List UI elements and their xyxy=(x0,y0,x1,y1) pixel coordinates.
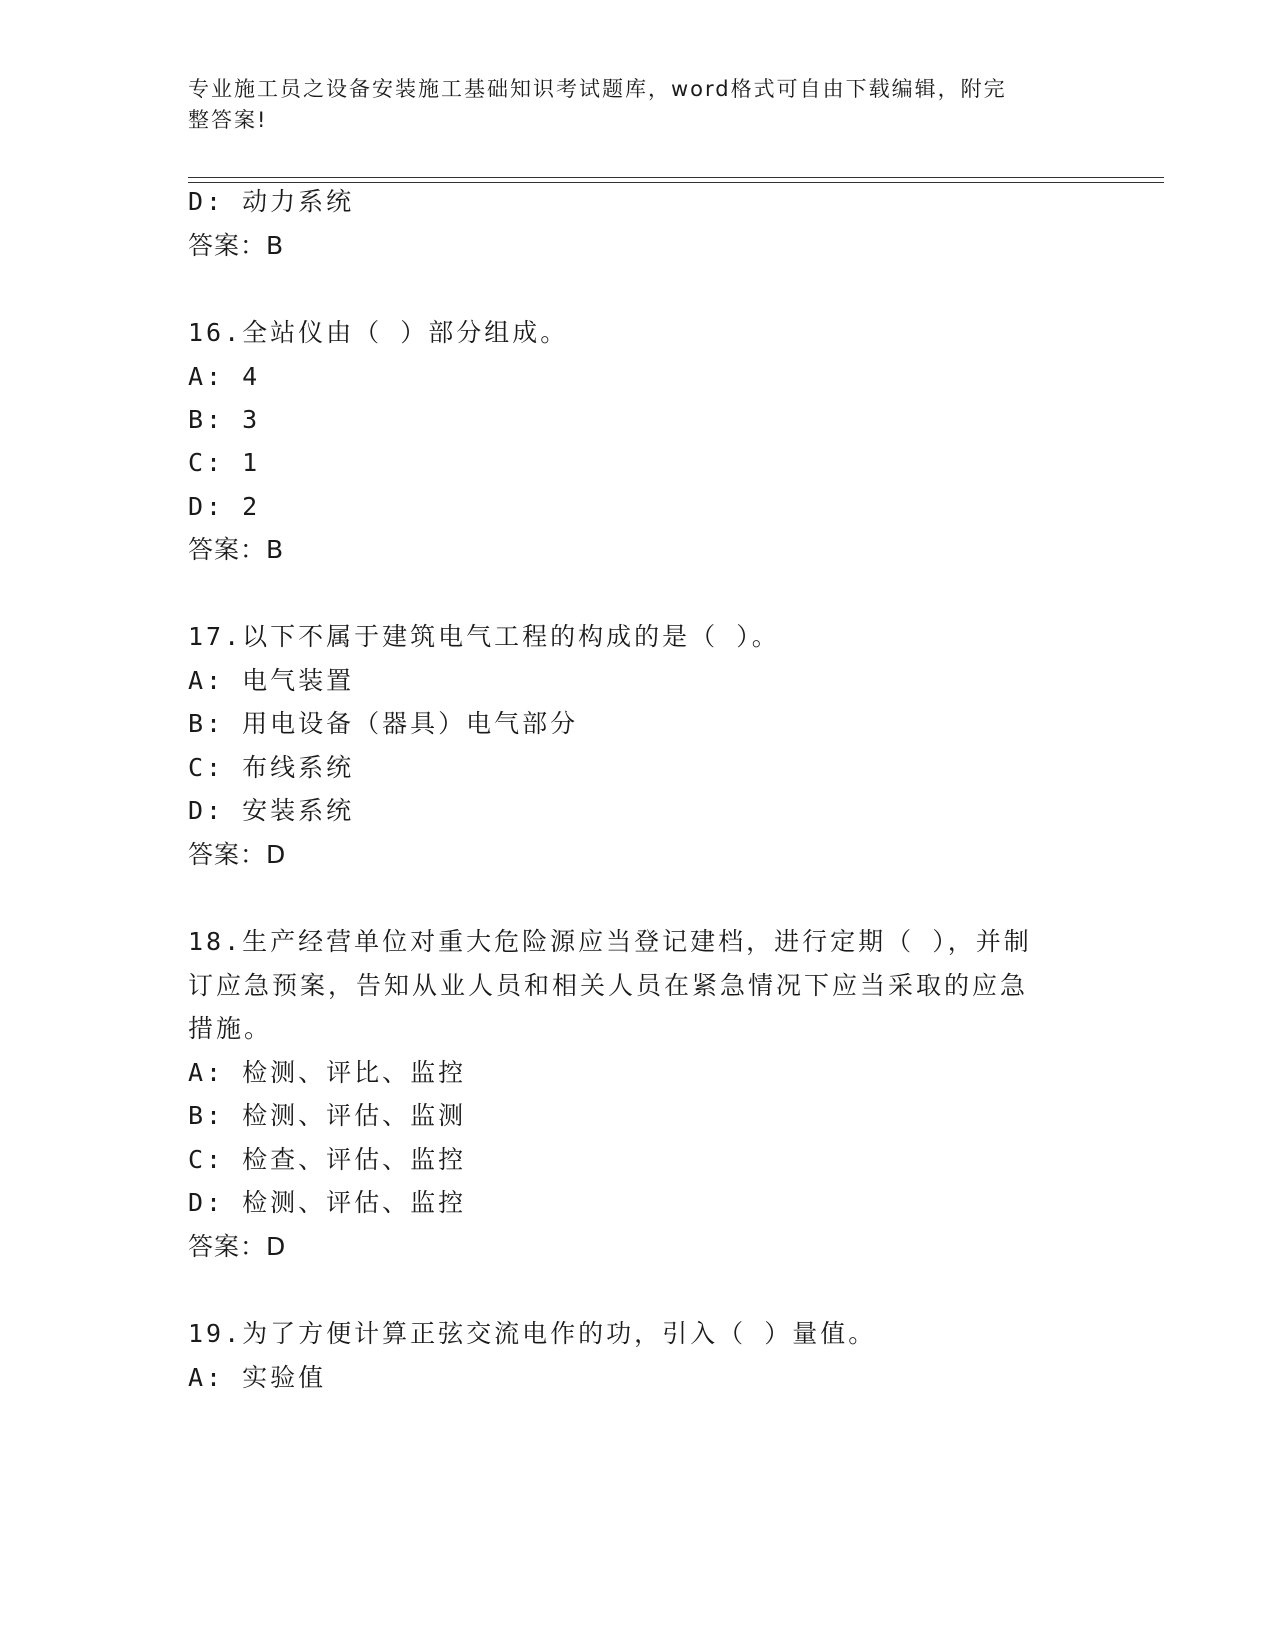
q17-option-a: A: 电气装置 xyxy=(188,666,355,695)
q16-option-a: A: 4 xyxy=(188,362,261,391)
q18-stem-line-2: 订应急预案，告知从业人员和相关人员在紧急情况下应当采取的应急 xyxy=(188,971,1029,1000)
q18-stem-line-3: 措施。 xyxy=(188,1014,273,1043)
q18-answer: 答案：D xyxy=(188,1232,287,1261)
q16-option-c: C: 1 xyxy=(188,448,261,477)
q18-option-b: B: 检测、评估、监测 xyxy=(188,1101,467,1130)
q18-option-c: C: 检查、评估、监控 xyxy=(188,1145,467,1174)
q16-stem: 16.全站仪由（ ）部分组成。 xyxy=(188,318,569,347)
q17-option-b: B: 用电设备（器具）电气部分 xyxy=(188,709,579,738)
q17-option-d: D: 安装系统 xyxy=(188,796,355,825)
document-header xyxy=(188,74,1088,136)
q18-option-a: A: 检测、评比、监控 xyxy=(188,1058,467,1087)
prev-option-d: D: 动力系统 xyxy=(188,187,355,216)
q16-answer: 答案：B xyxy=(188,535,285,564)
q17-answer: 答案：D xyxy=(188,840,287,869)
q16-option-b: B: 3 xyxy=(188,405,261,434)
q19-option-a: A: 实验值 xyxy=(188,1363,327,1392)
q18-stem-line-1: 18.生产经营单位对重大危险源应当登记建档，进行定期（ ），并制 xyxy=(188,927,1032,956)
q17-option-c: C: 布线系统 xyxy=(188,753,355,782)
q16-option-d: D: 2 xyxy=(188,492,261,521)
header-line-1: 专业施工员之设备安装施工基础知识考试题库，word格式可自由下载编辑，附完 xyxy=(188,77,1007,101)
header-divider-top xyxy=(188,177,1164,178)
q19-stem: 19.为了方便计算正弦交流电作的功，引入（ ）量值。 xyxy=(188,1319,877,1348)
q18-option-d: D: 检测、评估、监控 xyxy=(188,1188,467,1217)
q17-stem: 17.以下不属于建筑电气工程的构成的是（ ）。 xyxy=(188,622,780,651)
header-divider-bottom xyxy=(188,182,1164,183)
prev-answer: 答案：B xyxy=(188,231,285,260)
header-line-2: 整答案! xyxy=(188,108,268,132)
